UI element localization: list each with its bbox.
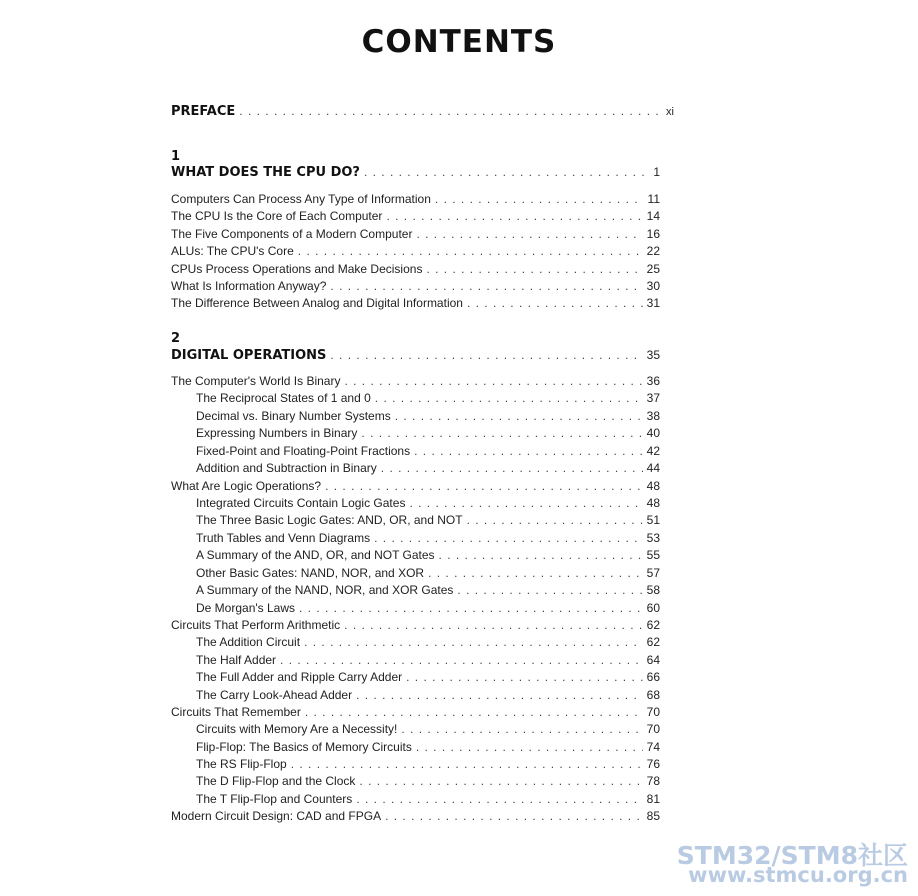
toc-entry-page: 48 (646, 479, 660, 493)
toc-entry[interactable] (171, 262, 674, 279)
toc-entry-page: 16 (646, 227, 660, 241)
toc-entry-page: 40 (646, 426, 660, 440)
dot-leader (385, 809, 643, 823)
toc-entry-page: 1 (653, 165, 660, 179)
dot-leader (428, 566, 643, 580)
toc-entry-title: What Is Information Anyway? (171, 279, 327, 293)
toc-entry-title: Modern Circuit Design: CAD and FPGA (171, 809, 382, 823)
dot-leader (374, 531, 643, 545)
toc-entry-title: The RS Flip-Flop (196, 757, 287, 771)
toc-entry-title: The Carry Look-Ahead Adder (196, 688, 353, 702)
toc-subentry[interactable] (196, 409, 674, 426)
toc-entry-title: The Difference Between Analog and Digital Information (171, 296, 463, 310)
toc-chapter-heading[interactable] (171, 165, 674, 182)
toc-entry-title: Addition and Subtraction in Binary (196, 461, 377, 475)
toc-subentry[interactable] (196, 688, 674, 705)
toc-subentry[interactable] (196, 601, 674, 618)
watermark-line-1: STM32/STM8社区 (676, 841, 908, 870)
dot-leader (375, 391, 643, 405)
dot-leader (280, 653, 643, 667)
toc-entry-title: Decimal vs. Binary Number Systems (196, 409, 391, 423)
toc-entry-page: 62 (646, 618, 660, 632)
toc-subentry[interactable] (196, 635, 674, 652)
toc-entry-title: Circuits with Memory Are a Necessity! (196, 722, 398, 736)
toc-entry-page: 42 (646, 444, 660, 458)
dot-leader (330, 279, 642, 293)
toc-entry-page: 66 (646, 670, 660, 684)
toc-entry-page: 14 (646, 209, 660, 223)
dot-leader (457, 583, 642, 597)
toc-entry-page: 70 (646, 722, 660, 736)
toc-subentry[interactable] (196, 792, 674, 809)
toc-entry-page: 44 (646, 461, 660, 475)
dot-leader (435, 192, 644, 206)
dot-leader (439, 548, 643, 562)
dot-leader (416, 740, 643, 754)
dot-leader (239, 104, 662, 118)
dot-leader (395, 409, 643, 423)
toc-entry-page: 53 (646, 531, 660, 545)
toc-subentry[interactable] (196, 757, 674, 774)
toc-entry-title: Other Basic Gates: NAND, NOR, and XOR (196, 566, 425, 580)
toc-entry-title: The Reciprocal States of 1 and 0 (196, 391, 371, 405)
dot-leader (467, 296, 643, 310)
toc-entry-title: The D Flip-Flop and the Clock (196, 774, 356, 788)
toc-entry-page: 62 (646, 635, 660, 649)
toc-entry-title: The Half Adder (196, 653, 277, 667)
dot-leader (299, 601, 643, 615)
toc-subentry[interactable] (196, 444, 674, 461)
toc-entry-page: 78 (646, 774, 660, 788)
toc-entry-title: The Five Components of a Modern Computer (171, 227, 413, 241)
chapter-number: 2 (171, 331, 181, 346)
toc-subentry[interactable] (196, 670, 674, 687)
dot-leader (364, 165, 649, 179)
dot-leader (409, 496, 642, 510)
toc-entry-page: 48 (646, 496, 660, 510)
toc-entry-title: A Summary of the NAND, NOR, and XOR Gates (196, 583, 454, 597)
dot-leader (330, 348, 642, 362)
toc-entry-title: The Addition Circuit (196, 635, 301, 649)
toc-entry-title: Circuits That Remember (171, 705, 301, 719)
toc-entry-page: 64 (646, 653, 660, 667)
toc-entry-page: 57 (646, 566, 660, 580)
dot-leader (414, 444, 643, 458)
dot-leader (416, 227, 642, 241)
toc-entry-page: 31 (646, 296, 660, 310)
toc-entry-page: 68 (646, 688, 660, 702)
toc-entry-page: 36 (646, 374, 660, 388)
toc-subentry[interactable] (196, 496, 674, 513)
toc-subentry[interactable] (196, 548, 674, 565)
dot-leader (381, 461, 643, 475)
toc-entry[interactable] (171, 479, 674, 496)
toc-entry-title: PREFACE (171, 104, 236, 119)
dot-leader (325, 479, 643, 493)
dot-leader (344, 618, 642, 632)
toc-entry-page: 76 (646, 757, 660, 771)
toc-entry-title: Flip-Flop: The Basics of Memory Circuits (196, 740, 412, 754)
toc-subentry[interactable] (196, 513, 674, 530)
dot-leader (304, 635, 643, 649)
dot-leader (305, 705, 643, 719)
toc-entry-title: Circuits That Perform Arithmetic (171, 618, 341, 632)
toc-entry[interactable] (171, 618, 674, 635)
dot-leader (406, 670, 643, 684)
toc-entry-page: 74 (646, 740, 660, 754)
toc-entry[interactable] (171, 192, 674, 209)
dot-leader (291, 757, 643, 771)
toc-entry-page: 25 (646, 262, 660, 276)
dot-leader (356, 688, 643, 702)
chapter-number: 1 (171, 149, 181, 164)
toc-subentry[interactable] (196, 426, 674, 443)
toc-entry-title: Fixed-Point and Floating-Point Fractions (196, 444, 411, 458)
dot-leader (426, 262, 642, 276)
toc-chapter-heading[interactable] (171, 348, 674, 365)
toc-entry-title: DIGITAL OPERATIONS (171, 348, 327, 363)
toc-entry-page: 30 (646, 279, 660, 293)
toc-entry-page: 85 (646, 809, 660, 823)
toc-entry-page: 70 (646, 705, 660, 719)
toc-subentry[interactable] (196, 391, 674, 408)
toc-entry-page: 55 (646, 548, 660, 562)
toc-subentry[interactable] (196, 531, 674, 548)
toc-entry-title: Computers Can Process Any Type of Information (171, 192, 431, 206)
toc-entry-title: WHAT DOES THE CPU DO? (171, 165, 360, 180)
toc-entry-page: 60 (646, 601, 660, 615)
toc-subentry[interactable] (196, 774, 674, 791)
toc-entry[interactable] (171, 227, 674, 244)
dot-leader (386, 209, 642, 223)
toc-entry-title: De Morgan's Laws (196, 601, 295, 615)
toc-entry[interactable] (171, 705, 674, 722)
toc-subentry[interactable] (196, 583, 674, 600)
toc-entry-title: The Full Adder and Ripple Carry Adder (196, 670, 403, 684)
toc-entry-title: The T Flip-Flop and Counters (196, 792, 353, 806)
toc-entry-page: 58 (646, 583, 660, 597)
toc-entry-title: CPUs Process Operations and Make Decisions (171, 262, 423, 276)
dot-leader (467, 513, 643, 527)
dot-leader (361, 426, 642, 440)
toc-entry-title: The Three Basic Logic Gates: AND, OR, and NOT (196, 513, 463, 527)
toc-entry[interactable] (171, 374, 674, 391)
toc-entry-title: The Computer's World Is Binary (171, 374, 341, 388)
toc-entry[interactable] (171, 809, 674, 826)
toc-entry-title: ALUs: The CPU's Core (171, 244, 294, 258)
toc-entry-page: 38 (646, 409, 660, 423)
toc-entry-page: 37 (646, 391, 660, 405)
toc-entry[interactable] (171, 209, 674, 226)
toc-entry-page: xi (666, 106, 674, 118)
toc-subentry[interactable] (196, 461, 674, 478)
toc-entry-title: The CPU Is the Core of Each Computer (171, 209, 383, 223)
dot-leader (356, 792, 642, 806)
toc-entry-title: Integrated Circuits Contain Logic Gates (196, 496, 406, 510)
toc-entry-page: 81 (646, 792, 660, 806)
dot-leader (344, 374, 642, 388)
dot-leader (359, 774, 642, 788)
toc-entry-page: 11 (647, 192, 660, 206)
toc-subentry[interactable] (196, 740, 674, 757)
toc-entry[interactable] (171, 279, 674, 296)
page-title: CONTENTS (361, 24, 557, 60)
toc-entry-title: Truth Tables and Venn Diagrams (196, 531, 371, 545)
toc-entry-page: 51 (646, 513, 660, 527)
toc-entry-page: 35 (646, 348, 660, 362)
dot-leader (401, 722, 642, 736)
toc-entry[interactable] (171, 296, 674, 313)
toc-entry-title: Expressing Numbers in Binary (196, 426, 358, 440)
toc-subentry[interactable] (196, 722, 674, 739)
toc-subentry[interactable] (196, 566, 674, 583)
dot-leader (298, 244, 643, 258)
toc-entry-preface[interactable] (171, 104, 674, 121)
toc-entry-title: A Summary of the AND, OR, and NOT Gates (196, 548, 435, 562)
watermark-line-2: www.stmcu.org.cn (688, 863, 908, 887)
toc-subentry[interactable] (196, 653, 674, 670)
toc-entry-title: What Are Logic Operations? (171, 479, 322, 493)
toc-entry-page: 22 (646, 244, 660, 258)
toc-entry[interactable] (171, 244, 674, 261)
